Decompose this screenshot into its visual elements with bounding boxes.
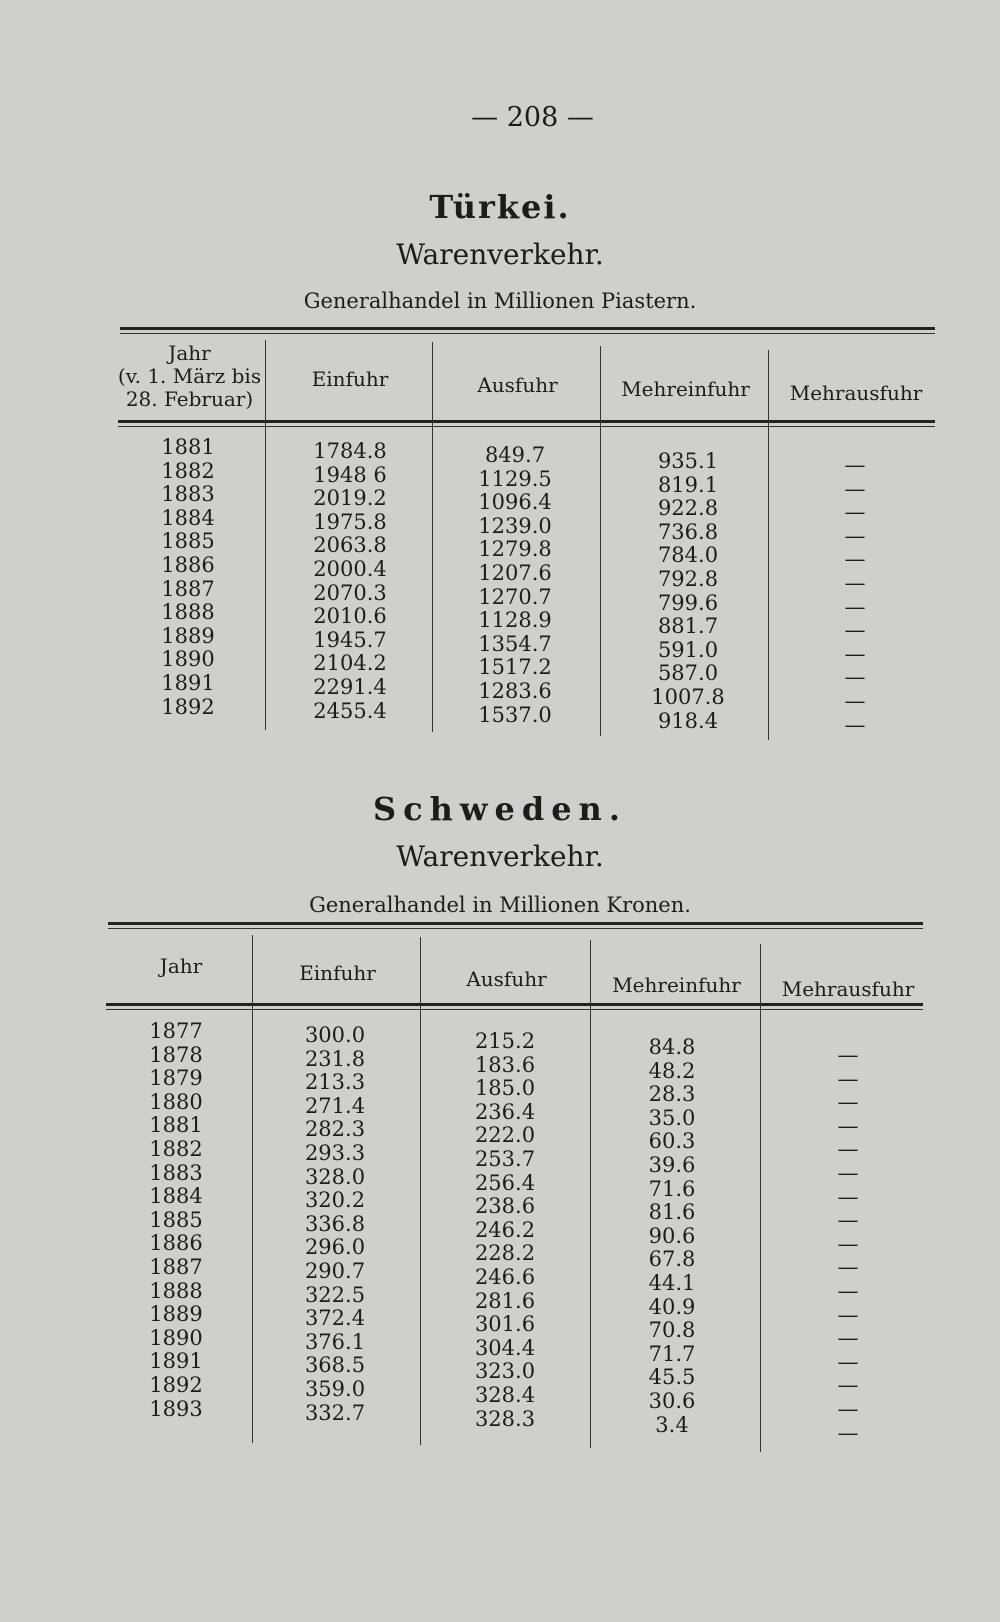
column-einfuhr: 300.0 231.8 213.3 271.4 282.3 293.3 328.0 320.2 336.8 296.0 290.7 322.5 372.4 376.1 368.5 359.0 332.7 bbox=[304, 1023, 366, 1425]
table-top-rule bbox=[120, 327, 935, 330]
column-einfuhr: 1784.8 1948 6 2019.2 1975.8 2063.8 2000.4 2070.3 2010.6 1945.7 2104.2 2291.4 2455.4 bbox=[313, 439, 387, 723]
header-bottom-rule bbox=[118, 420, 935, 423]
section-subtitle: Warenverkehr. bbox=[396, 840, 604, 873]
column-mehrausfuhr: — — — — — — — — — — — — — — — — — bbox=[837, 1043, 859, 1445]
section-subtitle: Warenverkehr. bbox=[396, 238, 604, 271]
table-top-rule bbox=[108, 922, 923, 925]
page-number: — 208 — bbox=[471, 102, 594, 133]
header-einfuhr: Einfuhr bbox=[311, 367, 389, 391]
column-divider bbox=[420, 937, 421, 1445]
column-mehreinfuhr: 935.1 819.1 922.8 736.8 784.0 792.8 799.6 881.7 591.0 587.0 1007.8 918.4 bbox=[651, 449, 725, 733]
country-title: Schweden. bbox=[373, 790, 627, 828]
header-mehrausfuhr: Mehrausfuhr bbox=[789, 381, 923, 405]
table-caption: Generalhandel in Millionen Kronen. bbox=[309, 893, 691, 917]
header-einfuhr: Einfuhr bbox=[299, 961, 376, 985]
header-bottom-rule-thin bbox=[106, 1009, 923, 1010]
header-ausfuhr: Ausfuhr bbox=[477, 373, 558, 397]
column-divider bbox=[590, 940, 591, 1448]
table-top-rule-thin bbox=[108, 928, 923, 929]
header-mehreinfuhr: Mehreinfuhr bbox=[612, 973, 741, 997]
column-divider bbox=[760, 944, 761, 1452]
column-ausfuhr: 215.2 183.6 185.0 236.4 222.0 253.7 256.4 238.6 246.2 228.2 246.6 281.6 301.6 304.4 323.0 328.4 328.3 bbox=[474, 1029, 536, 1431]
column-divider bbox=[252, 935, 253, 1443]
header-bottom-rule-thin bbox=[118, 426, 935, 427]
header-bottom-rule bbox=[106, 1003, 923, 1006]
column-divider bbox=[600, 346, 601, 736]
column-divider bbox=[768, 350, 769, 740]
country-title: Türkei. bbox=[429, 188, 571, 226]
table-caption: Generalhandel in Millionen Piastern. bbox=[303, 289, 697, 313]
header-jahr: Jahr bbox=[159, 954, 203, 978]
header-jahr: Jahr (v. 1. März bis 28. Februar) bbox=[117, 341, 262, 411]
column-divider bbox=[432, 342, 433, 732]
column-ausfuhr: 849.7 1129.5 1096.4 1239.0 1279.8 1207.6 1270.7 1128.9 1354.7 1517.2 1283.6 1537.0 bbox=[478, 443, 552, 727]
header-mehrausfuhr: Mehrausfuhr bbox=[781, 977, 915, 1001]
column-mehrausfuhr: — — — — — — — — — — — — bbox=[844, 453, 866, 737]
column-jahr: 1881 1882 1883 1884 1885 1886 1887 1888 1889 1890 1891 1892 bbox=[161, 435, 215, 719]
column-mehreinfuhr: 84.8 48.2 28.3 35.0 60.3 39.6 71.6 81.6 90.6 67.8 44.1 40.9 70.8 71.7 45.5 30.6 3.4 bbox=[648, 1035, 696, 1437]
header-mehreinfuhr: Mehreinfuhr bbox=[621, 377, 750, 401]
table-top-rule-thin bbox=[120, 333, 935, 334]
header-ausfuhr: Ausfuhr bbox=[466, 967, 547, 991]
column-jahr: 1877 1878 1879 1880 1881 1882 1883 1884 1885 1886 1887 1888 1889 1890 1891 1892 1893 bbox=[149, 1019, 203, 1421]
